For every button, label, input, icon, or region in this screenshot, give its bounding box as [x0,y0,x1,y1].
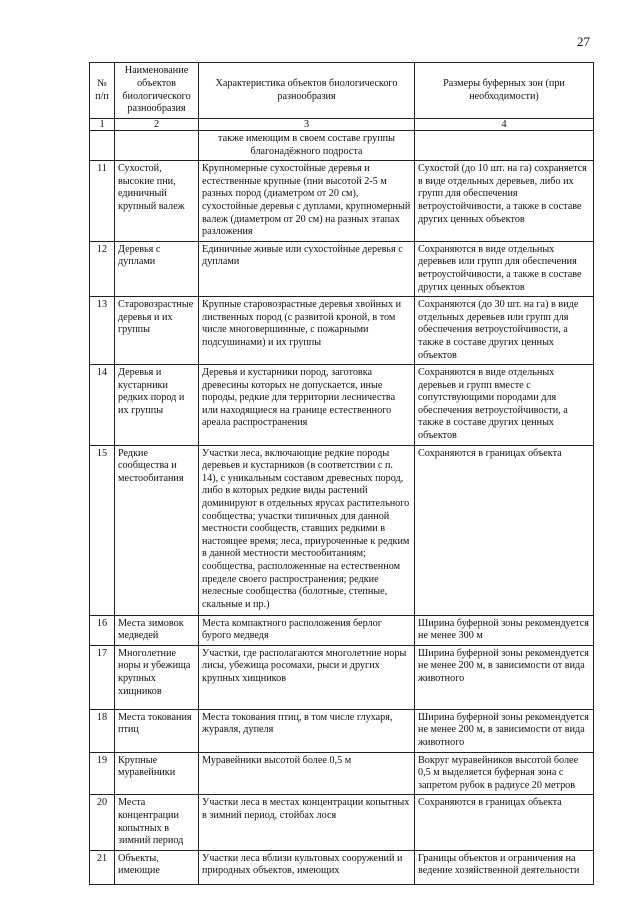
object-characteristics: Места компактного расположения берлог бурого медведя [199,615,415,645]
object-characteristics: Единичные живые или сухостойные деревья с дуплами [199,241,415,296]
table-row [90,709,594,752]
row-number: 16 [90,615,115,645]
object-name: Редкие сообщества и местообитания [115,445,199,615]
table-row [90,445,594,615]
table-header-row [90,63,594,119]
object-characteristics: Деревья и кустарники пород, заготовка древесины которых не допускается, иные породы, редкие для территории лесничества или находящиеся на границе естественного ареала распространения [199,365,415,446]
row-number: 13 [90,297,115,365]
biodiversity-table [89,62,594,885]
table-row [90,645,594,709]
row-number: 18 [90,709,115,752]
object-characteristics: Крупномерные сухостойные деревья и естественные крупные (пни высотой 2-5 м разных пород (диаметром от 20 см), сухостойные деревья с дуплами, крупномерный валеж (диаметром от 20 см) на разных этапах разложения [199,161,415,242]
buffer-zone-size: Ширина буферной зоны рекомендуется не менее 300 м [415,615,594,645]
object-characteristics: Крупные старовозрастные деревья хвойных и лиственных пород (с развитой кроной, в том числе многовершинные, с пожарными подсушинами) и их группы [199,297,415,365]
object-characteristics: Участки леса в местах концентрации копытных в зимний период, стойбах лося [199,795,415,850]
object-name: Места токования птиц [115,709,199,752]
column-number: 1 [90,119,115,131]
row-number: 20 [90,795,115,850]
object-characteristics: Участки леса вблизи культовых сооружений и природных объектов, имеющих [199,850,415,884]
table-row [90,752,594,795]
buffer-zone-size: Ширина буферной зоны рекомендуется не менее 200 м, в зависимости от вида животного [415,709,594,752]
header-object-name: Наименование объектов биологического разнообразия [115,63,199,119]
table-row [90,795,594,850]
continuation-empty-cell [415,131,594,161]
row-number: 19 [90,752,115,795]
continuation-empty-cell [90,131,115,161]
table-row [90,850,594,884]
table-row [90,615,594,645]
object-characteristics: Участки леса, включающие редкие породы деревьев и кустарников (в соответствии с п. 14), с уникальным составом древесных пород, либо в которых редкие виды растений доминируют в отдельных ярусах растительного сообщества; участки типичных для данной местности сообществ, ставших редкими в настоящее время; леса, приуроченные к редким в данной местности местообитаниям; сообщества, расположенные на естественном пределе своего распространения; редкие нелесные сообщества (болотные, степные, скальные и пр.) [199,445,415,615]
buffer-zone-size: Сухостой (до 10 шт. на га) сохраняется в виде отдельных деревьев, либо их групп для обеспечения ветроустойчивости, а также в составе других ценных объектов [415,161,594,242]
object-characteristics: Участки, где располагаются многолетние норы лисы, убежища росомахи, рыси и других крупных хищников [199,645,415,709]
object-name: Объекты, имеющие [115,850,199,884]
continuation-text: также имеющим в своем составе группы благонадёжного подроста [199,131,415,161]
column-number: 3 [199,119,415,131]
table-row [90,241,594,296]
column-number-row [90,119,594,131]
row-number: 15 [90,445,115,615]
buffer-zone-size: Ширина буферной зоны рекомендуется не менее 200 м, в зависимости от вида животного [415,645,594,709]
object-name: Старовозрастные деревья и их группы [115,297,199,365]
buffer-zone-size: Сохраняются в виде отдельных деревьев и групп вместе с сопутствующими породами для обеспечения ветроустойчивости, а также в составе других ценных объектов [415,365,594,446]
column-number: 4 [415,119,594,131]
object-name: Деревья с дуплами [115,241,199,296]
object-name: Многолетние норы и убежища крупных хищников [115,645,199,709]
header-buffer-zone: Размеры буферных зон (при необходимости) [415,63,594,119]
table-row [90,365,594,446]
row-number: 12 [90,241,115,296]
object-characteristics: Муравейники высотой более 0,5 м [199,752,415,795]
buffer-zone-size: Сохраняются (до 30 шт. на га) в виде отдельных деревьев или групп для обеспечения ветроустойчивости, а также в составе других ценных объектов [415,297,594,365]
row-number: 21 [90,850,115,884]
object-name: Сухостой, высокие пни, единичный крупный валеж [115,161,199,242]
header-characteristics: Характеристика объектов биологического разнообразия [199,63,415,119]
table-row [90,297,594,365]
buffer-zone-size: Сохраняются в виде отдельных деревьев или групп для обеспечения ветроустойчивости, а также в составе других ценных объектов [415,241,594,296]
object-name: Места зимовок медведей [115,615,199,645]
buffer-zone-size: Границы объектов и ограничения на ведение хозяйственной деятельности [415,850,594,884]
object-name: Деревья и кустарники редких пород и их группы [115,365,199,446]
object-characteristics: Места токования птиц, в том числе глухаря, журавля, дупеля [199,709,415,752]
buffer-zone-size: Вокруг муравейников высотой более 0,5 м выделяется буферная зона с запретом рубок в радиусе 20 метров [415,752,594,795]
page-number: 27 [577,34,590,49]
continuation-row [90,131,594,161]
header-number: № п/п [90,63,115,119]
row-number: 11 [90,161,115,242]
column-number: 2 [115,119,199,131]
object-name: Крупные муравейники [115,752,199,795]
table-row [90,161,594,242]
row-number: 14 [90,365,115,446]
buffer-zone-size: Сохраняются в границах объекта [415,795,594,850]
row-number: 17 [90,645,115,709]
object-name: Места концентрации копытных в зимний период [115,795,199,850]
buffer-zone-size: Сохраняются в границах объекта [415,445,594,615]
continuation-empty-cell [115,131,199,161]
